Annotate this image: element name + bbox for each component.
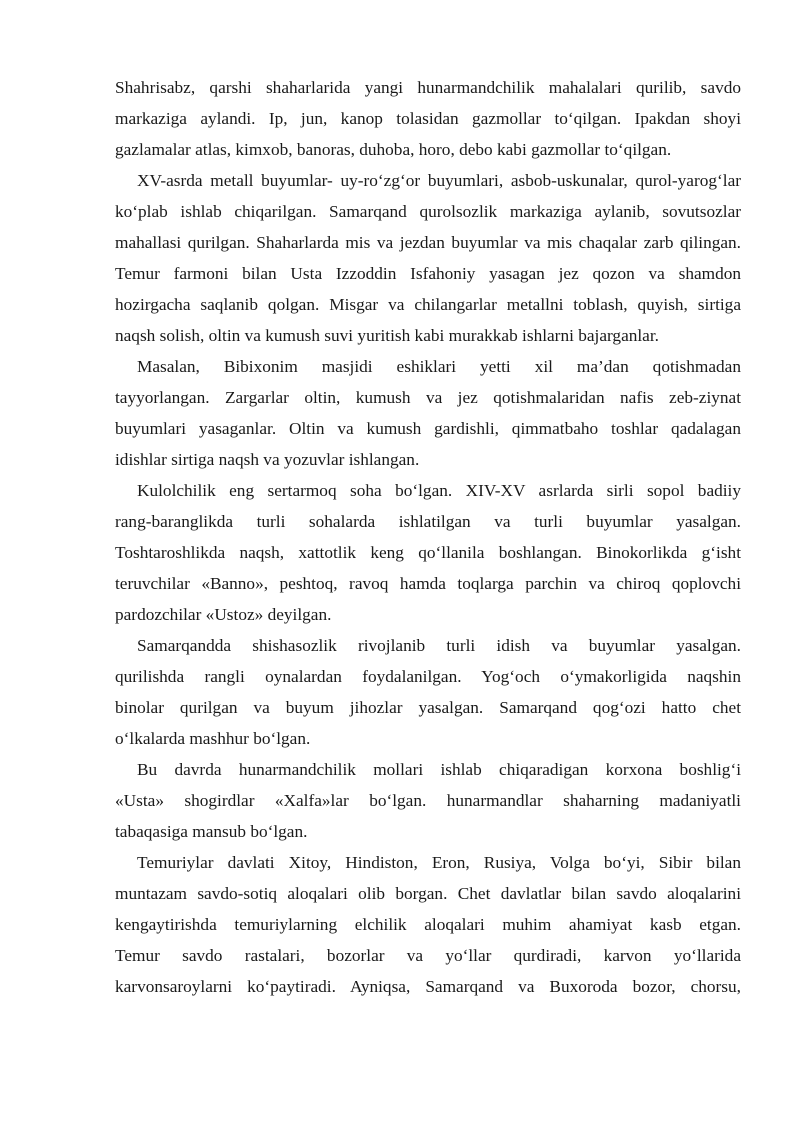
- text-line: «Usta» shogirdlar «Xalfa»lar bo‘lgan. hunarmandlar shaharning madaniyatli: [115, 791, 741, 810]
- text-line: rang-baranglikda turli sohalarda ishlatilgan va turli buyumlar yasalgan.: [115, 512, 741, 531]
- text-line: pardozchilar «Ustoz» deyilgan.: [115, 605, 332, 624]
- text-line: teruvchilar «Banno», peshtoq, ravoq hamda toqlarga parchin va chiroq qoplovchi: [115, 574, 741, 593]
- text-line: kengaytirishda temuriylarning elchilik aloqalari muhim ahamiyat kasb etgan.: [115, 915, 741, 934]
- text-line: buyumlari yasaganlar. Oltin va kumush gardishli, qimmatbaho toshlar qadalagan: [115, 419, 741, 438]
- text-line: Temur farmoni bilan Usta Izzoddin Isfahoniy yasagan jez qozon va shamdon: [115, 264, 741, 283]
- text-line: Masalan, Bibixonim masjidi eshiklari yetti xil ma’dan qotishmadan: [137, 357, 741, 376]
- text-line: Shahrisabz, qarshi shaharlarida yangi hunarmandchilik mahalalari qurilib, savdo: [115, 78, 741, 97]
- text-line: hozirgacha saqlanib qolgan. Misgar va chilangarlar metallni toblash, quyish, sirtiga: [115, 295, 741, 314]
- text-line: tayyorlangan. Zargarlar oltin, kumush va jez qotishmalaridan nafis zeb-ziynat: [115, 388, 741, 407]
- text-line: XV-asrda metall buyumlar- uy-ro‘zg‘or buyumlari, asbob-uskunalar, qurol-yarog‘lar: [137, 171, 741, 190]
- text-line: Kulolchilik eng sertarmoq soha bo‘lgan. XIV-XV asrlarda sirli sopol badiiy: [137, 481, 741, 500]
- text-line: mahallasi qurilgan. Shaharlarda mis va jezdan buyumlar va mis chaqalar zarb qilingan.: [115, 233, 741, 252]
- text-line: Samarqandda shishasozlik rivojlanib turli idish va buyumlar yasalgan.: [137, 636, 741, 655]
- paragraph-6: [115, 754, 741, 847]
- text-line: gazlamalar atlas, kimxob, banoras, duhoba, horo, debo kabi gazmollar to‘qilgan.: [115, 140, 672, 159]
- document-page: [115, 72, 741, 1002]
- text-line: Temuriylar davlati Xitoy, Hindiston, Eron, Rusiya, Volga bo‘yi, Sibir bilan: [137, 853, 741, 872]
- text-line: karvonsaroylarni ko‘paytiradi. Ayniqsa, Samarqand va Buxoroda bozor, chorsu,: [115, 977, 741, 996]
- text-line: idishlar sirtiga naqsh va yozuvlar ishlangan.: [115, 450, 420, 469]
- text-line: muntazam savdo-sotiq aloqalari olib borgan. Chet davlatlar bilan savdo aloqalarini: [115, 884, 741, 903]
- text-line: Temur savdo rastalari, bozorlar va yo‘llar qurdiradi, karvon yo‘llarida: [115, 946, 741, 965]
- paragraph-1: [115, 72, 741, 165]
- paragraph-3: [115, 351, 741, 475]
- text-line: ko‘plab ishlab chiqarilgan. Samarqand qurolsozlik markaziga aylanib, sovutsozlar: [115, 202, 741, 221]
- text-line: naqsh solish, oltin va kumush suvi yuritish kabi murakkab ishlarni bajarganlar.: [115, 326, 659, 345]
- text-line: o‘lkalarda mashhur bo‘lgan.: [115, 729, 311, 748]
- text-line: binolar qurilgan va buyum jihozlar yasalgan. Samarqand qog‘ozi hatto chet: [115, 698, 741, 717]
- text-line: tabaqasiga mansub bo‘lgan.: [115, 822, 308, 841]
- text-line: markaziga aylandi. Ip, jun, kanop tolasidan gazmollar to‘qilgan. Ipakdan shoyi: [115, 109, 741, 128]
- paragraph-5: [115, 630, 741, 754]
- paragraph-2: [115, 165, 741, 351]
- text-line: qurilishda rangli oynalardan foydalanilgan. Yog‘och o‘ymakorligida naqshin: [115, 667, 741, 686]
- text-line: Toshtaroshlikda naqsh, xattotlik keng qo‘llanila boshlangan. Binokorlikda g‘isht: [115, 543, 741, 562]
- paragraph-4: [115, 475, 741, 630]
- paragraph-7: [115, 847, 741, 1002]
- text-line: Bu davrda hunarmandchilik mollari ishlab chiqaradigan korxona boshlig‘i: [137, 760, 741, 779]
